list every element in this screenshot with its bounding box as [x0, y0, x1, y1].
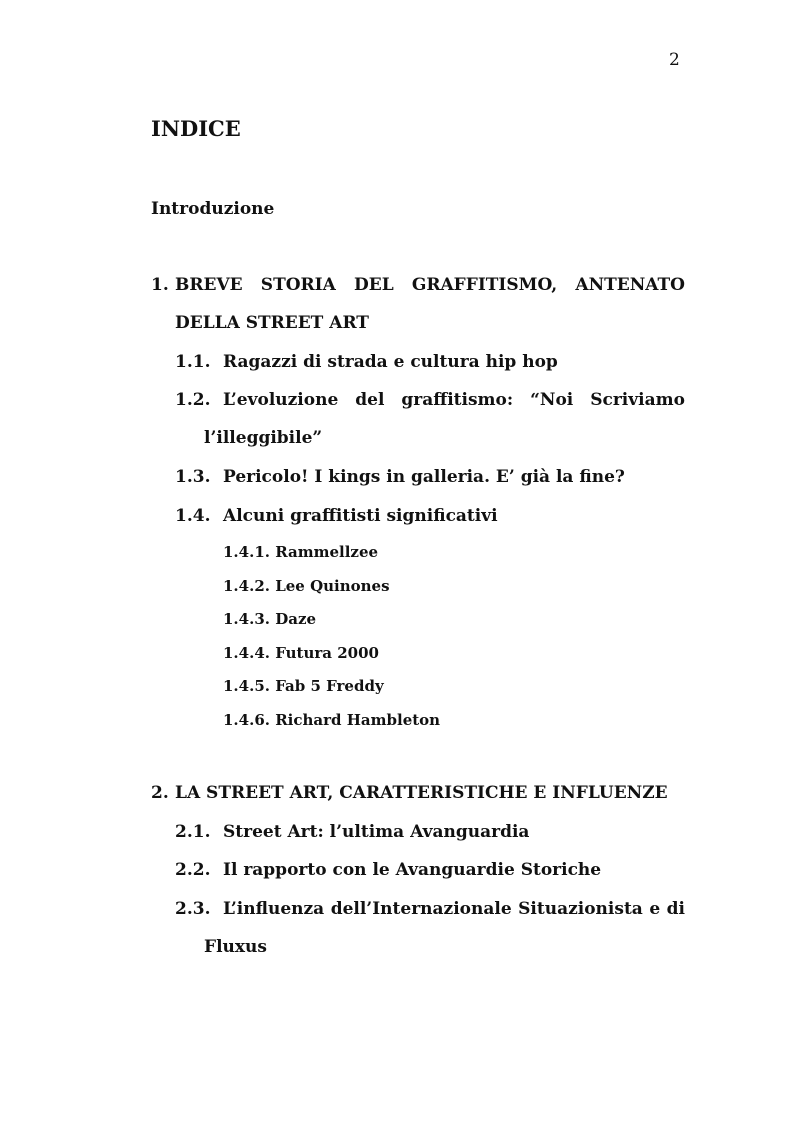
section-title: Pericolo! I kings in galleria. E’ già la fine?: [223, 467, 625, 487]
subsection-number: 1.4.6.: [223, 711, 270, 729]
toc-section-1-1: [175, 352, 558, 372]
section-word: Situazionista: [518, 899, 643, 919]
section-word: “Noi: [530, 390, 574, 410]
chapter-word: BREVE: [175, 275, 243, 295]
section-number-and-word-1: [175, 899, 324, 919]
toc-subsection-1-4-6: [223, 711, 440, 729]
section-number: 2.3.: [175, 899, 211, 919]
toc-section-1-3: [175, 467, 625, 487]
section-word: di: [666, 899, 685, 919]
chapter-number: 2.: [151, 783, 169, 803]
chapter-1-heading-continuation: DELLA STREET ART: [175, 313, 369, 333]
chapter-2-heading: [151, 783, 668, 803]
subsection-title: Daze: [275, 610, 317, 628]
section-word: Scriviamo: [590, 390, 685, 410]
chapter-number: 1.: [151, 275, 169, 295]
section-number: 1.3.: [175, 467, 211, 487]
subsection-number: 1.4.3.: [223, 610, 270, 628]
toc-section-2-3-continuation: Fluxus: [204, 937, 267, 957]
toc-subsection-1-4-5: [223, 677, 384, 695]
toc-section-1-2-continuation: l’illeggibile”: [204, 428, 323, 448]
toc-subsection-1-4-4: [223, 644, 379, 662]
toc-introduction: Introduzione: [151, 199, 275, 219]
section-word: del: [355, 390, 385, 410]
subsection-title: Lee Quinones: [275, 577, 390, 595]
subsection-title: Rammellzee: [275, 543, 379, 561]
subsection-title: Futura 2000: [275, 644, 379, 662]
chapter-word: ANTENATO: [575, 275, 685, 295]
page-title: INDICE: [151, 116, 241, 141]
section-word: e: [649, 899, 661, 919]
toc-section-2-2: [175, 860, 601, 880]
chapter-1-number-and-word-1: [151, 275, 243, 295]
subsection-title: Fab 5 Freddy: [275, 677, 384, 695]
section-title: Alcuni graffitisti significativi: [223, 506, 498, 526]
chapter-word: STORIA: [260, 275, 336, 295]
chapter-title: LA STREET ART, CARATTERISTICHE E INFLUENZE: [175, 783, 668, 803]
subsection-number: 1.4.1.: [223, 543, 270, 561]
section-number: 1.1.: [175, 352, 211, 372]
chapter-word: GRAFFITISMO,: [411, 275, 558, 295]
subsection-title: Richard Hambleton: [275, 711, 441, 729]
section-title: Il rapporto con le Avanguardie Storiche: [223, 860, 602, 880]
section-title: Ragazzi di strada e cultura hip hop: [223, 352, 558, 372]
section-number-and-word-1: [175, 390, 338, 410]
toc-section-1-4: [175, 506, 498, 526]
section-word: dell’Internazionale: [330, 899, 512, 919]
toc-subsection-1-4-1: [223, 543, 378, 561]
page-number: 2: [669, 50, 680, 70]
chapter-1-heading: [151, 275, 685, 295]
section-number: 2.1.: [175, 822, 211, 842]
toc-section-2-1: [175, 822, 529, 842]
toc-subsection-1-4-2: [223, 577, 390, 595]
section-number: 1.2.: [175, 390, 211, 410]
subsection-number: 1.4.5.: [223, 677, 270, 695]
section-number: 1.4.: [175, 506, 211, 526]
section-number: 2.2.: [175, 860, 211, 880]
section-word: graffitismo:: [401, 390, 514, 410]
toc-section-2-3: [175, 899, 685, 919]
section-word: L’evoluzione: [223, 390, 339, 410]
section-title: Street Art: l’ultima Avanguardia: [223, 822, 530, 842]
section-word: L’influenza: [223, 899, 325, 919]
subsection-number: 1.4.4.: [223, 644, 270, 662]
chapter-word: DEL: [354, 275, 394, 295]
toc-section-1-2: [175, 390, 685, 410]
subsection-number: 1.4.2.: [223, 577, 270, 595]
toc-subsection-1-4-3: [223, 610, 316, 628]
